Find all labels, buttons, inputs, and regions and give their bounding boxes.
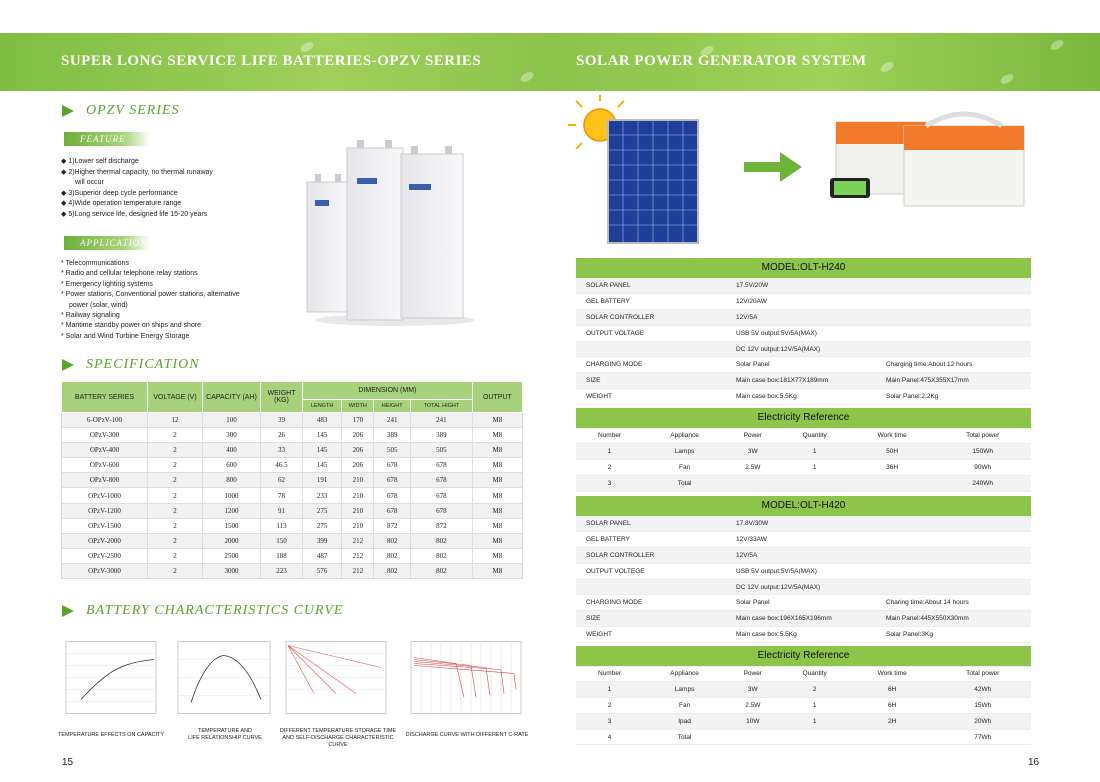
curve-heading: BATTERY CHARACTERISTICS CURVE	[62, 603, 343, 619]
cell-value: DC 12V output:12V/5A(MAX)	[726, 341, 876, 357]
cell-param: SOLAR CONTROLLER	[576, 548, 726, 564]
ref-cell	[850, 729, 935, 745]
cell-height: 802	[374, 563, 411, 578]
ref-cell: 2	[576, 698, 643, 714]
cell-capacity: 800	[203, 473, 261, 488]
cell-param	[576, 341, 726, 357]
temperature-life-chart	[178, 642, 270, 714]
temperature-capacity-chart	[66, 642, 156, 714]
model2-ref-title: Electricity Reference	[576, 646, 1031, 666]
cell-length: 275	[303, 518, 342, 533]
battery-product-image	[305, 138, 475, 328]
cell-battery-series: 6-OPzV-100	[62, 413, 148, 428]
cell-total-height: 678	[411, 503, 473, 518]
ref-cell: 2.5W	[726, 698, 780, 714]
model1-spec-table	[576, 258, 1031, 405]
table-row	[576, 357, 1031, 373]
cell-length: 487	[303, 548, 342, 563]
arrow-right-icon	[744, 152, 802, 182]
table-row	[576, 548, 1031, 564]
ref-cell: 1	[576, 682, 643, 698]
cell-value: 12V/5A	[726, 548, 876, 564]
cell-param: SIZE	[576, 611, 726, 627]
cell-voltage: 2	[148, 473, 203, 488]
cell-width: 210	[342, 518, 374, 533]
spec-heading: SPECIFICATION	[62, 357, 200, 373]
ref-cell: Ipad	[643, 713, 726, 729]
cell-capacity: 2000	[203, 533, 261, 548]
ref-header: Number	[576, 428, 643, 444]
ref-cell: 90Wh	[934, 460, 1031, 476]
cell-value: Main case box:181X77X189mm	[726, 373, 876, 389]
header-voltage: VOLTAGE (V)	[148, 382, 203, 413]
table-row	[576, 325, 1031, 341]
ref-cell: 6H	[850, 698, 935, 714]
cell-weight: 26	[261, 428, 303, 443]
cell-value: 17.8V/30W	[726, 516, 876, 532]
ref-header: Appliance	[643, 666, 726, 682]
cell-total-height: 678	[411, 473, 473, 488]
cell-width: 206	[342, 458, 374, 473]
cell-battery-series: OPzV-1200	[62, 503, 148, 518]
table-row	[576, 310, 1031, 326]
ref-header: Quantity	[780, 428, 850, 444]
ref-header: Power	[726, 666, 780, 682]
header-total-height: TOTAL HIGHT	[411, 400, 473, 413]
cell-weight: 62	[261, 473, 303, 488]
ref-cell: Total	[643, 475, 726, 491]
model1-ref-title: Electricity Reference	[576, 408, 1031, 428]
header-length: LENGTH	[303, 400, 342, 413]
table-header-row	[576, 428, 1031, 444]
table-row	[576, 579, 1031, 595]
caption-storage-discharge: DIFFERENT TEMPERATURE STORAGE TIME AND SELF-DISCHARGE CHARACTERISTIC CURVE	[279, 728, 397, 748]
ref-header: Power	[726, 428, 780, 444]
cell-width: 210	[342, 503, 374, 518]
cell-param: OUTPUT VOLTEGE	[576, 563, 726, 579]
ref-cell: 36H	[850, 460, 935, 476]
cell-output: M8	[472, 548, 522, 563]
table-row	[62, 533, 523, 548]
cell-output: M8	[472, 563, 522, 578]
right-banner-title: SOLAR POWER GENERATOR SYSTEM	[576, 53, 867, 69]
ref-header: Work time	[850, 428, 935, 444]
cell-param: OUTPUT VOLTAGE	[576, 325, 726, 341]
ref-cell: 3W	[726, 444, 780, 460]
cell-param: WEIGHT	[576, 389, 726, 405]
table-row	[576, 460, 1031, 476]
cell-output: M8	[472, 428, 522, 443]
table-row	[62, 548, 523, 563]
cell-weight: 223	[261, 563, 303, 578]
ref-cell: 3	[576, 713, 643, 729]
ref-cell: 240Wh	[934, 475, 1031, 491]
ref-cell: Fan	[643, 698, 726, 714]
cell-value: Solar Panel	[726, 357, 876, 373]
cell-capacity: 1500	[203, 518, 261, 533]
cell-height: 872	[374, 518, 411, 533]
ref-cell: 3	[576, 475, 643, 491]
arrow-icon	[62, 605, 74, 617]
table-header-row	[576, 666, 1031, 682]
cell-width: 170	[342, 413, 374, 428]
cell-voltage: 2	[148, 548, 203, 563]
cell-voltage: 2	[148, 428, 203, 443]
cell-height: 802	[374, 533, 411, 548]
table-row	[62, 443, 523, 458]
cell-extra	[876, 325, 1031, 341]
table-row	[576, 627, 1031, 643]
table-row	[62, 428, 523, 443]
cell-param: GEL BATTERY	[576, 294, 726, 310]
cell-width: 206	[342, 428, 374, 443]
cell-length: 576	[303, 563, 342, 578]
cell-height: 678	[374, 488, 411, 503]
ref-header: Number	[576, 666, 643, 682]
page-number-left: 15	[62, 757, 74, 768]
ref-cell: 1	[780, 698, 850, 714]
cell-height: 389	[374, 428, 411, 443]
cell-extra	[876, 579, 1031, 595]
cell-output: M8	[472, 458, 522, 473]
header-output: OUTPUT	[472, 382, 522, 413]
header-capacity: CAPACITY (AH)	[203, 382, 261, 413]
table-row	[62, 488, 523, 503]
model1-title: MODEL:OLT-H240	[576, 258, 1031, 278]
series-heading: OPZV SERIES	[62, 103, 180, 119]
cell-length: 483	[303, 413, 342, 428]
application-label: APPLICATION	[64, 236, 150, 250]
application-item: * Telecommunications	[61, 260, 129, 267]
ref-cell: Fan	[643, 460, 726, 476]
cell-output: M8	[472, 473, 522, 488]
table-row	[62, 563, 523, 578]
table-row	[62, 518, 523, 533]
cell-battery-series: OPzV-3000	[62, 563, 148, 578]
cell-capacity: 600	[203, 458, 261, 473]
ref-cell: 150Wh	[934, 444, 1031, 460]
table-row	[576, 563, 1031, 579]
ref-cell: 2H	[850, 713, 935, 729]
cell-output: M8	[472, 533, 522, 548]
cell-total-height: 802	[411, 563, 473, 578]
ref-cell	[780, 729, 850, 745]
cell-length: 399	[303, 533, 342, 548]
ref-cell	[726, 729, 780, 745]
cell-value: Main case box:5.5Kg	[726, 389, 876, 405]
cell-value: 12V/20AW	[726, 294, 876, 310]
ref-header: Total power	[934, 666, 1031, 682]
cell-param: SOLAR CONTROLLER	[576, 310, 726, 326]
cell-output: M8	[472, 443, 522, 458]
cell-extra	[876, 310, 1031, 326]
ref-cell: 1	[576, 444, 643, 460]
model2-title: MODEL:OLT-H420	[576, 496, 1031, 516]
caption-temperature-life: TEMPERATURE AND LIFE RELATIONSHIP CURVE	[188, 728, 262, 741]
ref-cell: 20Wh	[934, 713, 1031, 729]
cell-output: M8	[472, 413, 522, 428]
cell-battery-series: OPzV-2000	[62, 533, 148, 548]
cell-output: M8	[472, 518, 522, 533]
cell-total-height: 678	[411, 488, 473, 503]
feature-item: ◆ 2)Higher thermal capacity, no thermal runaway	[61, 168, 213, 176]
cell-battery-series: OPzV-300	[62, 428, 148, 443]
cell-battery-series: OPzV-800	[62, 473, 148, 488]
cell-param: SIZE	[576, 373, 726, 389]
cell-battery-series: OPzV-2500	[62, 548, 148, 563]
cell-height: 505	[374, 443, 411, 458]
feature-label: FEATURE	[64, 132, 150, 146]
feature-list	[61, 157, 213, 220]
ref-cell: 77Wh	[934, 729, 1031, 745]
cell-length: 145	[303, 458, 342, 473]
table-row	[576, 611, 1031, 627]
discharge-c-rate-chart	[411, 642, 521, 714]
cell-value: DC 12V output:12V/5A(MAX)	[726, 579, 876, 595]
table-row	[576, 516, 1031, 532]
table-row	[576, 341, 1031, 357]
application-item: * Emergency lighting systems	[61, 280, 153, 288]
feature-item: ◆ 1)Lower self discharge	[61, 158, 139, 165]
cell-extra: Solar Panel:3Kg	[876, 627, 1031, 643]
cell-output: M8	[472, 503, 522, 518]
ref-cell	[780, 475, 850, 491]
cell-voltage: 2	[148, 563, 203, 578]
application-item: * Power stations, Conventional power stations, alternative	[61, 291, 240, 299]
ref-cell: Lamps	[643, 444, 726, 460]
ref-cell: 1	[780, 444, 850, 460]
ref-cell: 50H	[850, 444, 935, 460]
generator-box-image	[826, 108, 1031, 208]
cell-weight: 39	[261, 413, 303, 428]
header-dimension: DIMENSION (MM)	[303, 382, 473, 400]
cell-extra: Charging time:About 12 hours	[876, 357, 1031, 373]
ref-cell: 6H	[850, 682, 935, 698]
header-height: HEIGHT	[374, 400, 411, 413]
cell-width: 212	[342, 533, 374, 548]
cell-height: 678	[374, 473, 411, 488]
table-row	[576, 475, 1031, 491]
cell-battery-series: OPzV-1000	[62, 488, 148, 503]
model2-spec-table	[576, 496, 1031, 643]
arrow-icon	[62, 105, 74, 117]
ref-cell: 10W	[726, 713, 780, 729]
cell-total-height: 505	[411, 443, 473, 458]
cell-extra: Main Panel:445X550X30mm	[876, 611, 1031, 627]
cell-value: Main case box:196X165X196mm	[726, 611, 876, 627]
cell-voltage: 2	[148, 443, 203, 458]
application-item: * Railway signaling	[61, 312, 120, 320]
cell-extra	[876, 294, 1031, 310]
cell-voltage: 2	[148, 533, 203, 548]
feature-item: ◆ 4)Wide operation temperature range	[61, 200, 182, 207]
cell-param	[576, 579, 726, 595]
ref-header: Appliance	[643, 428, 726, 444]
cell-length: 275	[303, 503, 342, 518]
cell-weight: 33	[261, 443, 303, 458]
feature-item: will occur	[75, 179, 104, 186]
table-row	[62, 413, 523, 428]
cell-capacity: 300	[203, 428, 261, 443]
model2-reference-table	[576, 646, 1031, 745]
table-row	[576, 278, 1031, 294]
cell-param: CHARGING MODE	[576, 595, 726, 611]
page-number-right: 16	[1028, 757, 1040, 768]
cell-total-height: 872	[411, 518, 473, 533]
cell-extra	[876, 341, 1031, 357]
cell-width: 206	[342, 443, 374, 458]
application-item: power (solar, wind)	[69, 301, 128, 309]
cell-value: USB 5V output:5V/5A(MAX)	[726, 563, 876, 579]
cell-voltage: 2	[148, 458, 203, 473]
spec-table	[61, 381, 523, 579]
ref-cell: 3W	[726, 682, 780, 698]
cell-extra: Solar Panel:2.2Kg	[876, 389, 1031, 405]
cell-voltage: 2	[148, 488, 203, 503]
ref-cell: 2	[576, 460, 643, 476]
cell-extra	[876, 548, 1031, 564]
solar-panel-image	[568, 95, 708, 245]
cell-total-height: 389	[411, 428, 473, 443]
application-item: * Maritime standby power on ships and shore	[61, 322, 202, 330]
cell-length: 191	[303, 473, 342, 488]
cell-capacity: 3000	[203, 563, 261, 578]
feature-item: ◆ 5)Long service life, designed life 15-20 years	[61, 210, 208, 218]
ref-cell: 42Wh	[934, 682, 1031, 698]
table-row	[576, 444, 1031, 460]
cell-weight: 188	[261, 548, 303, 563]
cell-battery-series: OPzV-1500	[62, 518, 148, 533]
cell-total-height: 802	[411, 533, 473, 548]
ref-cell	[850, 475, 935, 491]
model1-reference-table	[576, 408, 1031, 492]
table-row	[576, 532, 1031, 548]
cell-height: 678	[374, 503, 411, 518]
cell-total-height: 678	[411, 458, 473, 473]
ref-header: Quantity	[780, 666, 850, 682]
cell-height: 678	[374, 458, 411, 473]
cell-extra	[876, 516, 1031, 532]
cell-length: 233	[303, 488, 342, 503]
ref-cell: Lamps	[643, 682, 726, 698]
cell-voltage: 2	[148, 518, 203, 533]
cell-length: 145	[303, 428, 342, 443]
caption-temperature-capacity: TEMPERATURE EFFECTS ON CAPACITY	[57, 732, 165, 738]
ref-cell: Total	[643, 729, 726, 745]
cell-capacity: 100	[203, 413, 261, 428]
table-row	[62, 503, 523, 518]
table-row	[576, 389, 1031, 405]
table-row	[576, 698, 1031, 714]
cell-param: SOLAR PANEL	[576, 278, 726, 294]
table-row	[576, 595, 1031, 611]
application-list	[61, 259, 240, 342]
header-width: WIDTH	[342, 400, 374, 413]
table-row	[576, 713, 1031, 729]
ref-cell	[726, 475, 780, 491]
header-weight: WEIGHT (KG)	[261, 382, 303, 413]
application-item: * Radio and cellular telephone relay stations	[61, 270, 198, 278]
cell-weight: 113	[261, 518, 303, 533]
application-item: * Solar and Wind Turbine Energy Storage	[61, 332, 190, 340]
table-row	[62, 458, 523, 473]
cell-extra	[876, 563, 1031, 579]
cell-param: GEL BATTERY	[576, 532, 726, 548]
cell-voltage: 12	[148, 413, 203, 428]
ref-cell: 4	[576, 729, 643, 745]
cell-param: WEIGHT	[576, 627, 726, 643]
storage-self-discharge-chart	[286, 642, 386, 714]
caption-discharge-c-rate: DISCHARGE CURVE WITH DIFFERENT C-RATE	[405, 732, 529, 738]
cell-capacity: 1200	[203, 503, 261, 518]
cell-value: USB 5V output:5V/5A(MAX)	[726, 325, 876, 341]
cell-battery-series: OPzV-600	[62, 458, 148, 473]
ref-cell: 1	[780, 460, 850, 476]
header-series: BATTERY SERIES	[62, 382, 148, 413]
cell-total-height: 241	[411, 413, 473, 428]
cell-battery-series: OPzV-400	[62, 443, 148, 458]
ref-cell: 2	[780, 682, 850, 698]
cell-extra: Charing time:About 14 hours	[876, 595, 1031, 611]
header-banner	[0, 33, 1100, 91]
cell-value: Main case box:5.5Kg	[726, 627, 876, 643]
feature-item: ◆ 3)Superior deep cycle performance	[61, 189, 178, 197]
cell-capacity: 400	[203, 443, 261, 458]
ref-cell: 15Wh	[934, 698, 1031, 714]
cell-extra: Main Panel:475X355X17mm	[876, 373, 1031, 389]
ref-cell: 1	[780, 713, 850, 729]
cell-weight: 150	[261, 533, 303, 548]
cell-param: CHARGING MODE	[576, 357, 726, 373]
cell-param: SOLAR PANEL	[576, 516, 726, 532]
table-row	[576, 729, 1031, 745]
cell-value: 17.5V/20W	[726, 278, 876, 294]
left-banner-title: SUPER LONG SERVICE LIFE BATTERIES-OPZV SERIES	[61, 53, 482, 69]
table-row	[576, 373, 1031, 389]
cell-weight: 91	[261, 503, 303, 518]
cell-capacity: 2500	[203, 548, 261, 563]
cell-height: 802	[374, 548, 411, 563]
cell-width: 210	[342, 488, 374, 503]
cell-height: 241	[374, 413, 411, 428]
cell-value: Solar Panel	[726, 595, 876, 611]
cell-length: 145	[303, 443, 342, 458]
table-row	[62, 473, 523, 488]
cell-weight: 46.5	[261, 458, 303, 473]
cell-width: 212	[342, 548, 374, 563]
cell-weight: 78	[261, 488, 303, 503]
cell-value: 12V/33AW	[726, 532, 876, 548]
ref-header: Work time	[850, 666, 935, 682]
cell-total-height: 802	[411, 548, 473, 563]
cell-width: 210	[342, 473, 374, 488]
cell-output: M8	[472, 488, 522, 503]
cell-value: 12V/5A	[726, 310, 876, 326]
cell-extra	[876, 532, 1031, 548]
cell-extra	[876, 278, 1031, 294]
cell-voltage: 2	[148, 503, 203, 518]
cell-width: 212	[342, 563, 374, 578]
table-row	[576, 294, 1031, 310]
ref-header: Total power	[934, 428, 1031, 444]
table-row	[576, 682, 1031, 698]
cell-capacity: 1000	[203, 488, 261, 503]
ref-cell: 2.5W	[726, 460, 780, 476]
arrow-icon	[62, 359, 74, 371]
